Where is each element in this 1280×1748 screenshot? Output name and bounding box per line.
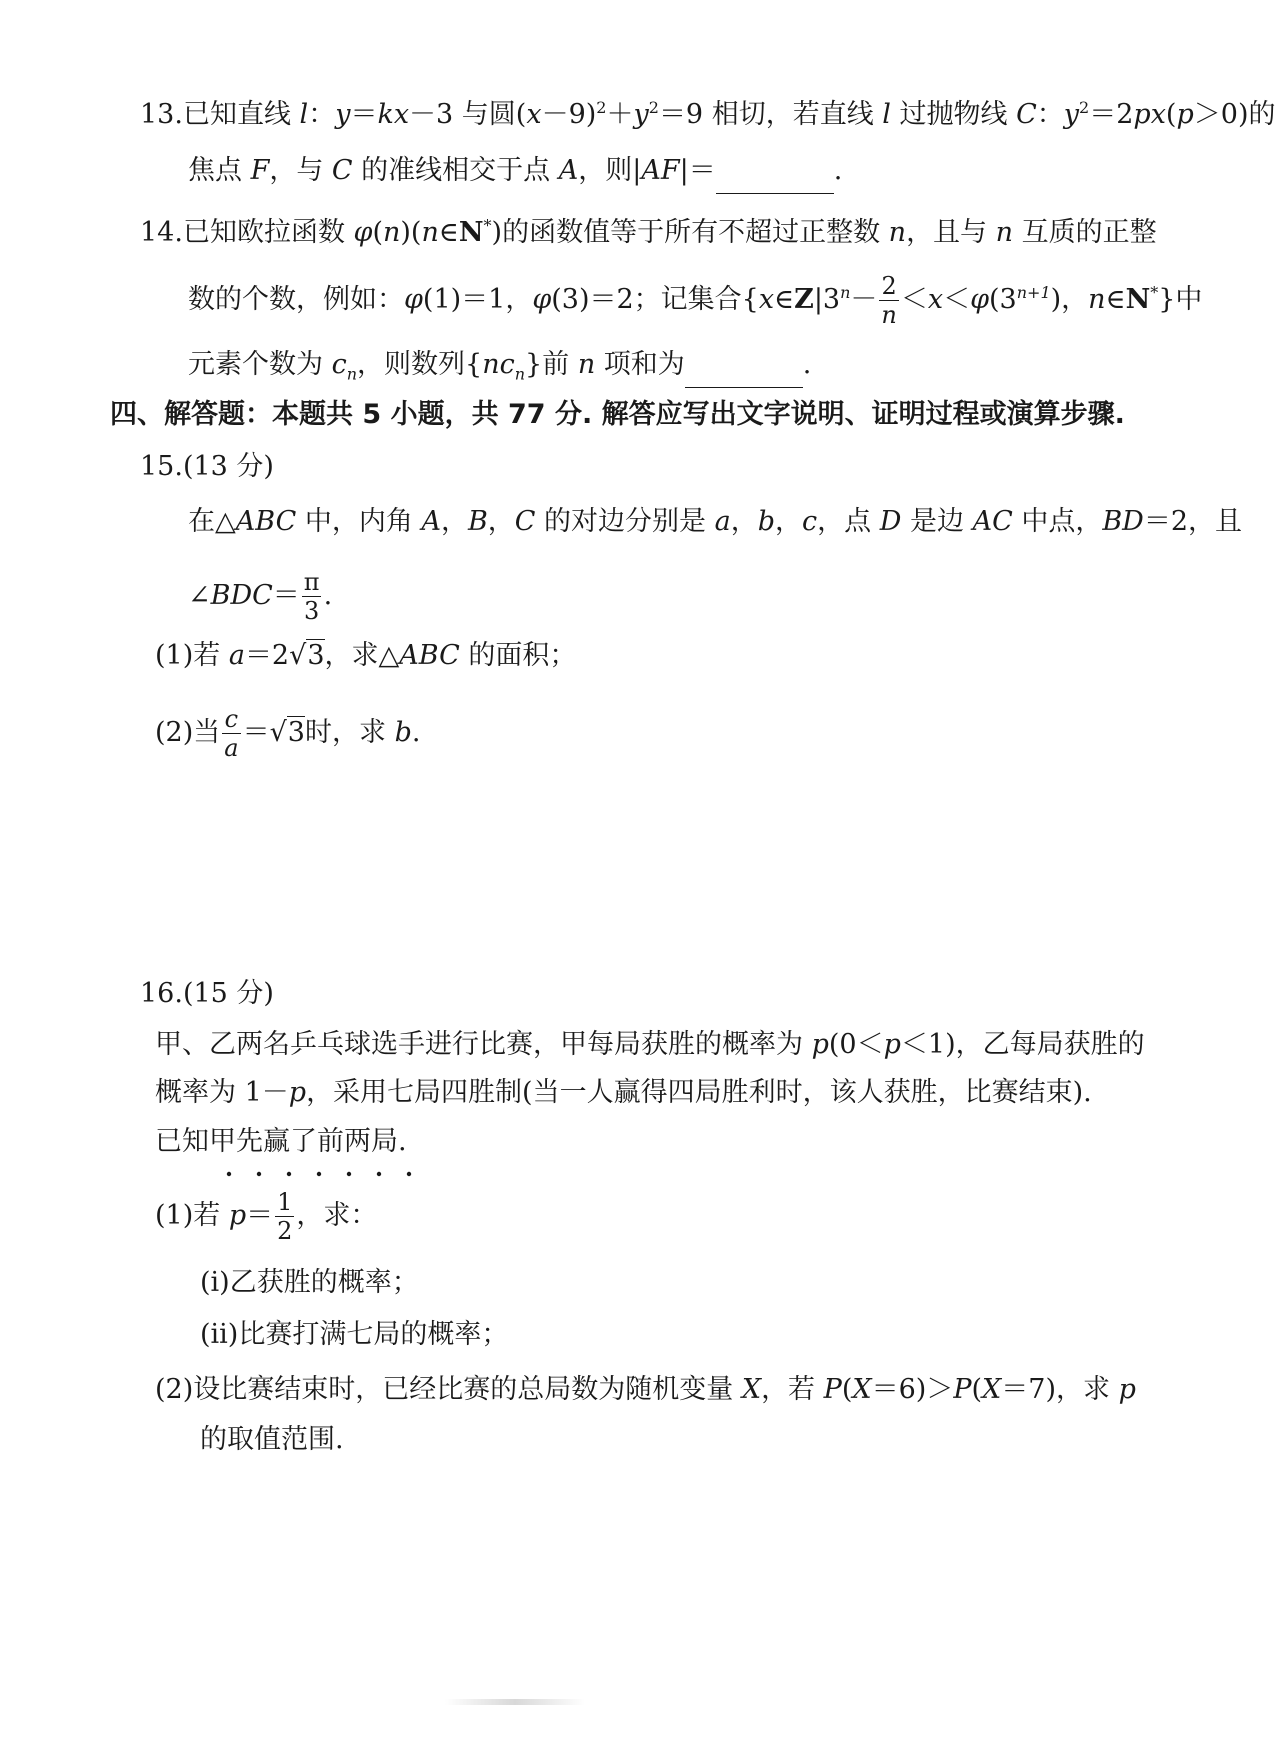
q16-line-3 bbox=[155, 1124, 407, 1160]
q15-line-2: ∠BDC＝ $\frac{\pi}{3}$ . bbox=[188, 568, 333, 625]
emphasis-dots-icon bbox=[226, 1171, 416, 1177]
q15-part-2: (2)当 $\frac{c}{a}$ ＝√3时，求 b. bbox=[155, 705, 421, 762]
scan-mark bbox=[445, 1699, 585, 1705]
q14-answer-blank[interactable] bbox=[685, 351, 803, 388]
q16-emphasized-condition: 已知甲先赢了前两局. bbox=[155, 1126, 407, 1157]
q14-line-1: 14.已知欧拉函数 φ(n)(n∈N*)的函数值等于所有不超过正整数 n，且与 n 互质的正整 bbox=[140, 216, 1157, 248]
q16-part-2-line-2: 的取值范围. bbox=[200, 1424, 344, 1455]
section-heading: 四、解答题：本题共 5 小题，共 77 分. 解答应写出文字说明、证明过程或演算步骤. bbox=[110, 399, 1125, 430]
q14-number: 14. bbox=[140, 217, 183, 248]
q14-line-2: 数的个数，例如：φ(1)＝1，φ(3)＝2；记集合{$x\in Z|3^n-$ $\frac{2}{n}$ $<x<\varphi(3^{n+1})$，n∈N*}中 bbox=[188, 272, 1203, 329]
q13-number: 13. bbox=[140, 99, 183, 130]
q13-line-2: 焦点 F，与 C 的准线相交于点 A，则|AF|＝ . bbox=[188, 153, 842, 194]
q16-part-1: (1)若 p＝ $\frac{1}{2}$ ，求： bbox=[155, 1188, 378, 1245]
q16-header: 16.(15 分) bbox=[140, 978, 274, 1009]
q15-header: 15.(13 分) bbox=[140, 451, 274, 482]
q16-line-2: 概率为 1－p，采用七局四胜制(当一人赢得四局胜利时，该人获胜，比赛结束). bbox=[155, 1077, 1092, 1108]
q16-line-1: 甲、乙两名乒乓球选手进行比赛，甲每局获胜的概率为 p(0＜p＜1)，乙每局获胜的 bbox=[155, 1029, 1145, 1060]
q15-part-1: (1)若 a＝2√3，求△ABC 的面积； bbox=[155, 640, 577, 671]
q15-angle-fraction: $\frac{\pi}{3}$ bbox=[303, 568, 320, 625]
q16-part-2-line-1: (2)设比赛结束时，已经比赛的总局数为随机变量 X，若 P(X＝6)＞P(X＝7)，求 p bbox=[155, 1374, 1136, 1405]
q16-probability-fraction: $\frac{1}{2}$ bbox=[277, 1188, 293, 1245]
q13-answer-blank[interactable] bbox=[716, 157, 834, 194]
q16-part-1-ii: (ⅱ)比赛打满七局的概率； bbox=[200, 1319, 509, 1350]
q15-ratio-fraction: $\frac{c}{a}$ bbox=[224, 705, 239, 762]
q13-line-1: 13.已知直线 l：y＝kx－3 与圆$(x-9)^2+y^2=9$ 相切，若直线 l 过抛物线 C：$y^2=2px(p>0)$的 bbox=[140, 98, 1276, 130]
q14-fraction: $\frac{2}{n}$ bbox=[881, 272, 897, 329]
emphasis-dots bbox=[226, 1162, 416, 1168]
q14-line-3: 元素个数为 $c_n$，则数列$\{nc_n\}$前 n 项和为 . bbox=[188, 347, 811, 392]
q16-part-1-i: (ⅰ)乙获胜的概率； bbox=[200, 1267, 419, 1298]
q15-line-1: 在△ABC 中，内角 A，B，C 的对边分别是 a，b，c，点 D 是边 AC 中点，BD＝2，且 bbox=[188, 506, 1243, 537]
